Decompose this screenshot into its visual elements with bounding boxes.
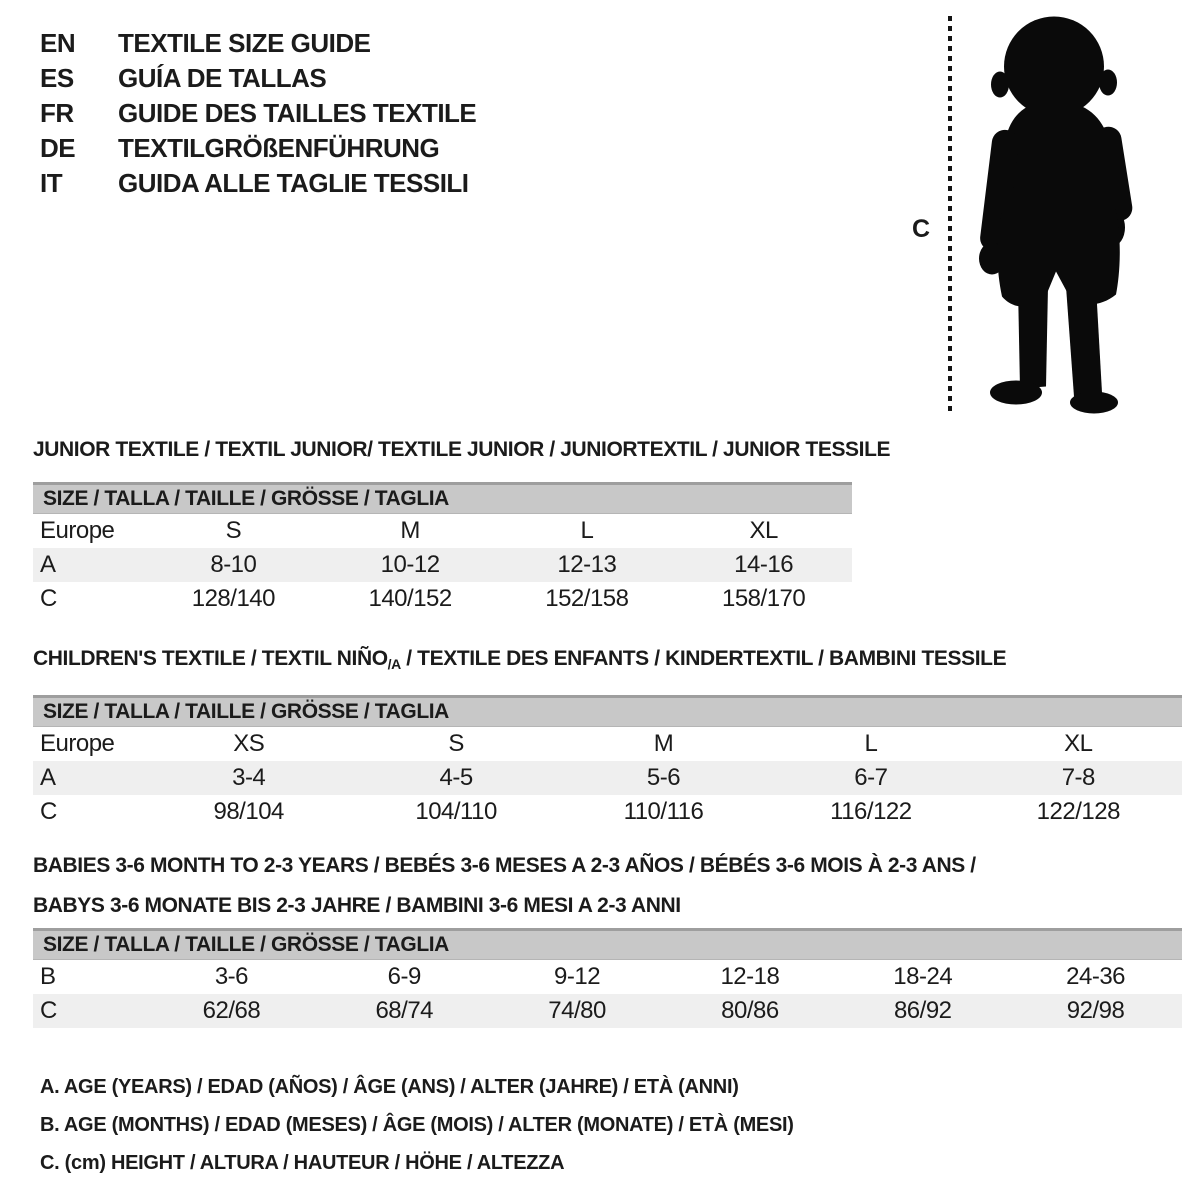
size-header-label: SIZE / TALLA / TAILLE / GRÖSSE / TAGLIA xyxy=(43,700,449,723)
size-header-bar xyxy=(33,695,1182,727)
cell-value: 6-9 xyxy=(387,963,421,990)
cell-value: 6-7 xyxy=(854,764,888,791)
cell-value: 18-24 xyxy=(893,963,953,990)
size-header-label: SIZE / TALLA / TAILLE / GRÖSSE / TAGLIA xyxy=(43,487,449,510)
cell-value: 12-18 xyxy=(720,963,780,990)
cell-value: M xyxy=(653,730,674,757)
size-header-bar xyxy=(33,482,852,514)
row-label: B xyxy=(40,963,56,990)
cell-value: L xyxy=(580,517,594,544)
height-measure-line xyxy=(948,16,952,416)
section-junior-textile xyxy=(33,437,891,616)
table-row xyxy=(33,960,1182,994)
table-row xyxy=(33,514,852,548)
legend-line: A. AGE (YEARS) / EDAD (AÑOS) / ÂGE (ANS) / ALTER (JAHRE) / ETÀ (ANNI) xyxy=(40,1076,739,1098)
cell-value: 7-8 xyxy=(1061,764,1095,791)
language-code: IT xyxy=(40,168,63,198)
language-label: GUIDA ALLE TAGLIE TESSILI xyxy=(118,168,469,198)
row-label: Europe xyxy=(40,517,115,544)
language-label: GUÍA DE TALLAS xyxy=(118,63,327,93)
section-title-text: / TEXTILE DES ENFANTS / KINDERTEXTIL / BAMBINI TESSILE xyxy=(400,647,1007,670)
language-row xyxy=(40,131,476,166)
cell-value: 152/158 xyxy=(545,585,629,612)
cell-value: 98/104 xyxy=(213,798,284,825)
language-row xyxy=(40,96,476,131)
cell-value: 104/110 xyxy=(415,798,497,825)
row-label: A xyxy=(40,764,56,791)
section-babies-textile xyxy=(33,846,1182,1028)
section-title xyxy=(33,646,1182,677)
legend-line: B. AGE (MONTHS) / EDAD (MESES) / ÂGE (MOIS) / ALTER (MONATE) / ETÀ (MESI) xyxy=(40,1114,794,1136)
row-label: C xyxy=(40,798,57,825)
legend-line: C. (cm) HEIGHT / ALTURA / HAUTEUR / HÖHE / ALTEZZA xyxy=(40,1152,565,1174)
cell-value: 12-13 xyxy=(557,551,617,578)
table-row xyxy=(33,994,1182,1028)
language-row xyxy=(40,26,476,61)
legend-block xyxy=(40,1068,794,1182)
cell-value: 14-16 xyxy=(734,551,794,578)
table-row xyxy=(33,761,1182,795)
cell-value: M xyxy=(400,517,420,544)
size-header-bar xyxy=(33,928,1182,960)
language-code: DE xyxy=(40,133,76,163)
section-title-text: JUNIOR TEXTILE / TEXTIL JUNIOR/ TEXTILE JUNIOR / JUNIORTEXTIL / JUNIOR TESSILE xyxy=(33,438,891,461)
cell-value: 5-6 xyxy=(646,764,681,791)
section-title xyxy=(33,437,891,463)
language-title-block xyxy=(40,26,476,201)
cell-value: 80/86 xyxy=(721,997,779,1024)
size-header-label: SIZE / TALLA / TAILLE / GRÖSSE / TAGLIA xyxy=(43,933,449,956)
section-childrens-textile xyxy=(33,646,1182,829)
language-label: GUIDE DES TAILLES TEXTILE xyxy=(118,98,477,128)
cell-value: XS xyxy=(233,730,265,757)
cell-value: 3-4 xyxy=(232,764,266,791)
height-measure-label: C xyxy=(912,215,931,243)
table-row xyxy=(33,582,852,616)
cell-value: 4-5 xyxy=(439,764,473,791)
section-title-sub: /A xyxy=(387,656,401,672)
baby-silhouette-icon xyxy=(962,12,1152,417)
language-label: TEXTILE SIZE GUIDE xyxy=(118,28,371,58)
language-label: TEXTILGRÖßENFÜHRUNG xyxy=(118,133,440,163)
cell-value: 92/98 xyxy=(1066,997,1125,1024)
figure-height-measure xyxy=(890,0,1190,430)
cell-value: S xyxy=(448,730,464,757)
table-row xyxy=(33,795,1182,829)
language-code: ES xyxy=(40,63,74,93)
cell-value: 116/122 xyxy=(830,798,912,825)
cell-value: 110/116 xyxy=(623,798,704,825)
section-title xyxy=(33,846,1182,886)
cell-value: 140/152 xyxy=(368,585,452,612)
row-label: A xyxy=(40,551,56,578)
cell-value: 62/68 xyxy=(202,997,261,1024)
row-label: Europe xyxy=(40,730,115,757)
cell-value: L xyxy=(864,730,878,757)
section-title-text: BABIES 3-6 MONTH TO 2-3 YEARS / BEBÉS 3-6 MESES A 2-3 AÑOS / BÉBÉS 3-6 MOIS À 2-3 ANS / xyxy=(33,854,976,877)
section-title xyxy=(33,886,1182,926)
cell-value: XL xyxy=(749,517,778,544)
cell-value: 68/74 xyxy=(375,997,434,1024)
section-title-text: CHILDREN'S TEXTILE / TEXTIL NIÑO xyxy=(33,647,388,670)
table-row xyxy=(33,727,1182,761)
cell-value: 24-36 xyxy=(1066,963,1126,990)
cell-value: 9-12 xyxy=(554,963,601,990)
cell-value: 122/128 xyxy=(1036,798,1120,825)
table-row xyxy=(33,548,852,582)
cell-value: 86/92 xyxy=(893,997,952,1024)
cell-value: 158/170 xyxy=(721,585,806,612)
language-row xyxy=(40,166,476,201)
language-row xyxy=(40,61,476,96)
section-title-text: BABYS 3-6 MONATE BIS 2-3 JAHRE / BAMBINI 3-6 MESI A 2-3 ANNI xyxy=(33,894,681,917)
language-code: FR xyxy=(40,98,74,128)
language-code: EN xyxy=(40,28,76,58)
cell-value: 74/80 xyxy=(548,997,606,1024)
cell-value: S xyxy=(225,517,242,544)
cell-value: XL xyxy=(1064,730,1093,757)
cell-value: 3-6 xyxy=(214,963,248,990)
row-label: C xyxy=(40,997,57,1024)
cell-value: 10-12 xyxy=(380,551,440,578)
cell-value: 128/140 xyxy=(191,585,275,612)
cell-value: 8-10 xyxy=(210,551,257,578)
row-label: C xyxy=(40,585,57,612)
